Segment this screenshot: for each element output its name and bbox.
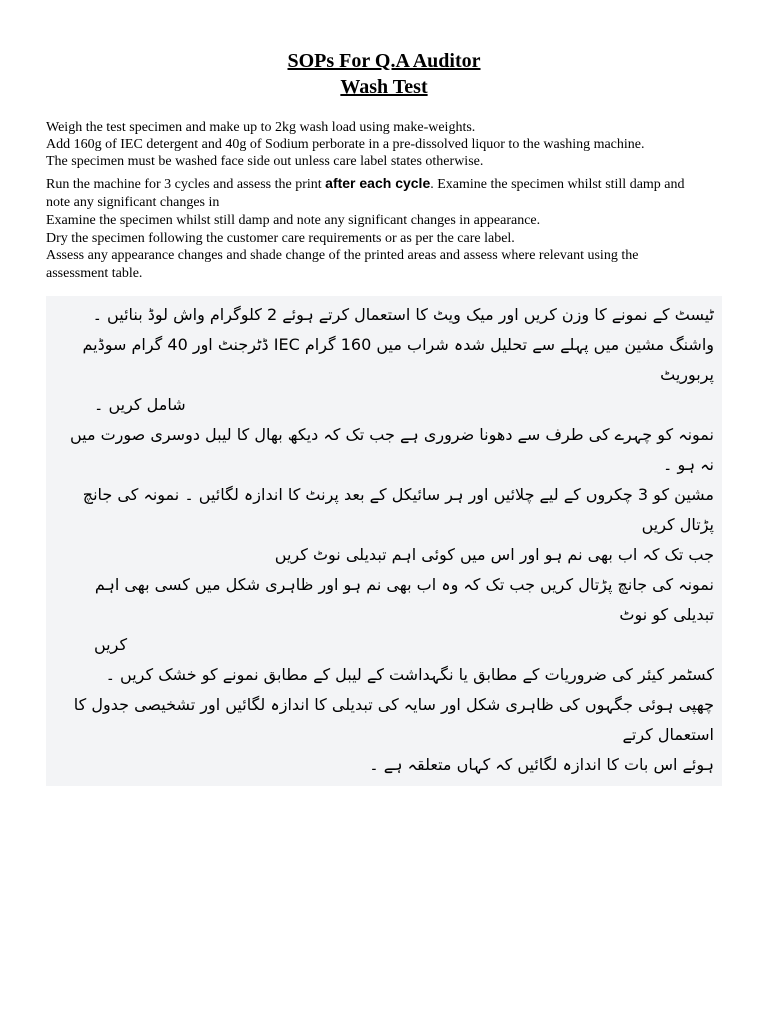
urdu-line: کسٹمر کیئر کی ضروریات کے مطابق یا نگہداشت کے لیبل کے مطابق نمونے کو خشک کریں ۔: [105, 665, 714, 684]
instruction-paragraph: Weigh the test specimen and make up to 2kg wash load using make-weights.: [46, 120, 476, 135]
run-text-before: Run the machine for 3 cycles and assess the print: [46, 177, 326, 192]
instruction-paragraph: The specimen must be washed face side out unless care label states otherwise.: [46, 154, 484, 169]
instruction-paragraph: Dry the specimen following the customer care requirements or as per the care label.: [46, 230, 515, 246]
urdu-line: نمونہ کی جانچ پڑتال کریں جب تک کہ وہ اب بھی نم ہو اور ظاہری شکل میں کسی بھی اہم تبدیلی کو نوٹ: [94, 575, 714, 624]
urdu-line: شامل کریں ۔: [94, 395, 186, 414]
instruction-paragraph: Examine the specimen whilst still damp and note any significant changes in appearance.: [46, 213, 541, 228]
urdu-translation-block: [46, 296, 722, 786]
run-machine-paragraph: [46, 174, 702, 212]
urdu-line: چھپی ہوئی جگہوں کی ظاہری شکل اور سایہ کی تبدیلی کا اندازہ لگائیں اور تشخیصی جدول کا استعمال کرتے: [73, 695, 714, 744]
instruction-paragraph: Assess any appearance changes and shade change of the printed areas and assess where relevant using the assessment table.: [46, 248, 639, 281]
title-line-2: Wash Test: [340, 76, 428, 98]
english-instructions: [46, 119, 702, 282]
urdu-line: واشنگ مشین میں پہلے سے تحلیل شدہ شراب میں 160 گرام IEC ڈٹرجنٹ اور 40 گرام سوڈیم پربوریٹ: [82, 335, 714, 384]
instruction-paragraph: Add 160g of IEC detergent and 40g of Sodium perborate in a pre-dissolved liquor to the washing machine.: [46, 137, 645, 152]
urdu-line: نمونہ کو چہرے کی طرف سے دھونا ضروری ہے جب تک کہ دیکھ بھال کا لیبل دوسری صورت میں نہ ہو ۔: [69, 425, 714, 474]
document-title: [0, 48, 768, 100]
urdu-line: جب تک کہ اب بھی نم ہو اور اس میں کوئی اہم تبدیلی نوٹ کریں: [274, 545, 714, 564]
urdu-line: ہوئے اس بات کا اندازہ لگائیں کہ کہاں متعلقہ ہے ۔: [369, 755, 714, 774]
urdu-line: ٹیسٹ کے نمونے کا وزن کریں اور میک ویٹ کا استعمال کرتے ہوئے 2 کلوگرام واش لوڈ بنائیں ۔: [92, 305, 714, 324]
run-text-emphasis: after each cycle: [325, 175, 431, 191]
run-text-after: . Examine the specimen whilst still damp and note any significant changes in: [46, 177, 685, 210]
title-line-1: SOPs For Q.A Auditor: [287, 50, 481, 72]
urdu-line: کریں: [94, 635, 128, 654]
urdu-line: مشین کو 3 چکروں کے لیے چلائیں اور ہر سائیکل کے بعد پرنٹ کا اندازہ لگائیں ۔ نمونہ کی جانچ پڑتال کریں: [82, 485, 714, 534]
